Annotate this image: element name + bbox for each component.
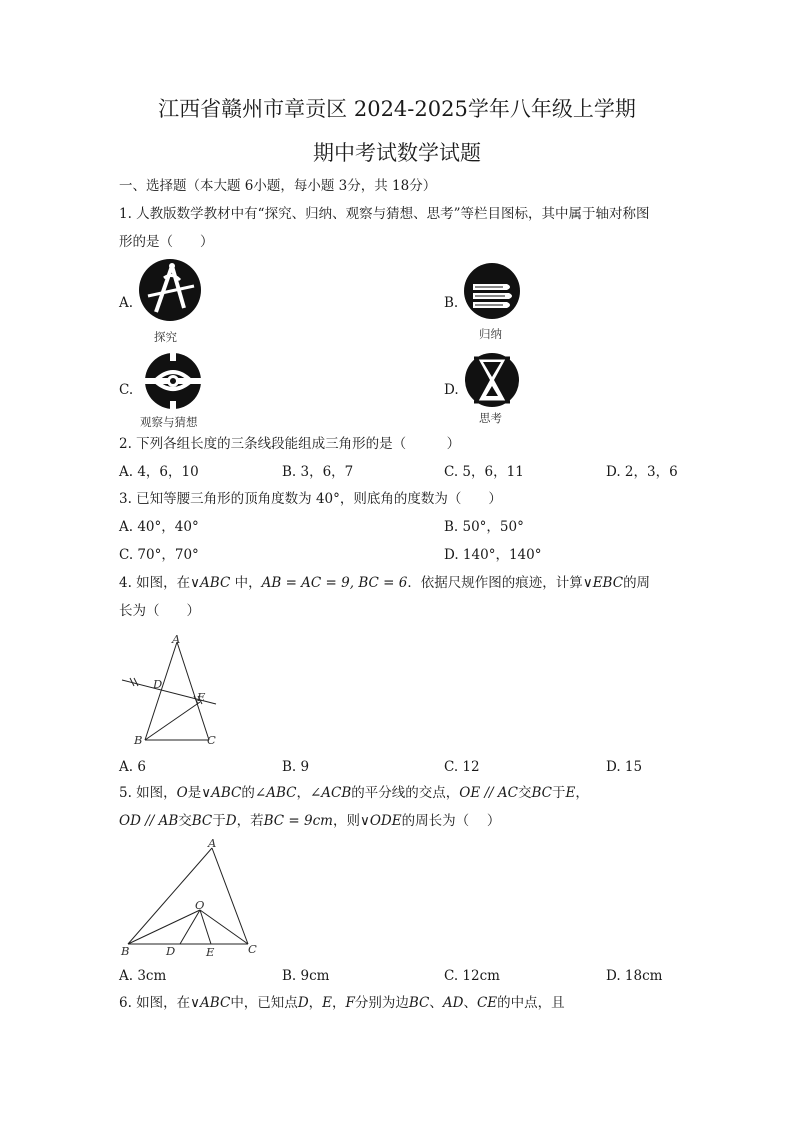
q6-text: 、	[463, 995, 477, 1011]
q4-label-d: D	[153, 677, 163, 691]
q4-label-c: C	[207, 733, 216, 747]
q6-math: F	[345, 995, 355, 1011]
q1-option-d-label: D.	[444, 382, 459, 398]
q4-triangle-figure	[118, 630, 228, 750]
q4-label-b: B	[134, 733, 143, 747]
q5-text: 交	[178, 813, 192, 829]
question-6-line1	[119, 997, 565, 1011]
question-5-line2	[119, 815, 500, 829]
q1-option-a-caption: 探究	[154, 330, 177, 344]
q6-math: BC	[408, 995, 430, 1011]
hourglass-icon	[464, 352, 520, 408]
section-heading: 一、选择题（本大题 6小题，每小题 3分，共 18分）	[119, 178, 437, 194]
q6-math: AD	[442, 995, 464, 1011]
q3-option-c: C. 70°，70°	[119, 547, 199, 563]
q5-label-b: B	[121, 944, 130, 958]
page-subtitle: 期中考试数学试题	[313, 141, 481, 165]
q5-text: 的平分线的交点，	[351, 785, 460, 801]
q5-text: 的	[241, 785, 255, 801]
q5-math: BC	[531, 785, 552, 801]
q6-math: CE	[476, 995, 498, 1011]
q5-math: ∨ODE	[359, 813, 402, 829]
question-3-stem: 3. 已知等腰三角形的顶角度数为 40°，则底角的度数为（ ）	[119, 491, 502, 507]
q6-text: ，	[332, 995, 346, 1011]
q4-text: 4. 如图，在	[119, 575, 191, 591]
q3-option-d: D. 140°，140°	[444, 547, 542, 563]
question-1-line1: 1. 人教版数学教材中有“探究、归纳、观察与猜想、思考”等栏目图标，其中属于轴对称图	[119, 206, 650, 222]
q6-math: E	[322, 995, 332, 1011]
q3-option-b: B. 50°，50°	[444, 519, 524, 535]
page-title: 江西省赣州市章贡区 2024-2025学年八年级上学期	[158, 97, 636, 121]
q4-option-a: A. 6	[119, 759, 146, 775]
q5-label-e: E	[206, 945, 215, 959]
q1-option-d-caption: 思考	[479, 411, 502, 425]
q4-label-a: A	[172, 632, 181, 646]
q5-math: O	[176, 785, 188, 801]
q5-text: 的周长为（ ）	[401, 813, 501, 829]
q6-math: D	[297, 995, 309, 1011]
q4-option-b: B. 9	[282, 759, 310, 775]
q6-text: ，	[308, 995, 323, 1011]
q5-text: 交	[517, 785, 532, 801]
compass-ruler-icon	[138, 258, 202, 322]
q6-text: 分别为边	[354, 995, 409, 1011]
q5-math: ∠ABC	[254, 785, 297, 801]
q5-math: BC	[191, 813, 213, 829]
q5-math: ∨ABC	[201, 785, 242, 801]
question-4-line1	[119, 577, 650, 591]
question-1-line2: 形的是（ ）	[119, 234, 214, 250]
q4-math: AB = AC = 9, BC = 6	[261, 575, 408, 591]
q1-option-b-label: B.	[444, 295, 459, 311]
q5-math: BC = 9cm	[263, 813, 333, 829]
q5-text: ，	[575, 785, 589, 801]
q2-option-b: B. 3，6，7	[282, 464, 354, 480]
q5-option-d: D. 18cm	[606, 968, 663, 984]
q6-text: 、	[429, 995, 443, 1011]
q4-label-e: E	[197, 690, 206, 704]
q5-label-d: D	[166, 944, 176, 958]
q4-option-c: C. 12	[444, 759, 480, 775]
q5-math: E	[565, 785, 576, 801]
q6-text: 6. 如图，在	[119, 995, 191, 1011]
question-4-line2: 长为（ ）	[119, 603, 200, 619]
q6-text: 的中点，且	[497, 995, 565, 1011]
q5-text: 于	[551, 785, 566, 801]
q5-math: OD // AB	[119, 813, 179, 829]
q5-option-b: B. 9cm	[282, 968, 330, 984]
q4-text: 中，	[230, 575, 262, 591]
q5-text: 于	[212, 813, 226, 829]
q5-label-o: O	[195, 898, 205, 912]
q4-text: ．依据尺规作图的痕迹，计算	[407, 575, 583, 591]
q5-text: 5. 如图，	[119, 785, 177, 801]
q2-option-c: C. 5，6，11	[444, 464, 524, 480]
q5-label-a: A	[208, 836, 217, 850]
q5-label-c: C	[248, 942, 257, 956]
q5-text: ，则	[332, 813, 360, 829]
q1-option-c-caption: 观察与猜想	[140, 415, 198, 429]
q1-option-b-caption: 归纳	[479, 327, 502, 341]
q5-text: ，	[296, 785, 310, 801]
q4-math: ∨EBC	[582, 575, 624, 591]
q4-option-d: D. 15	[606, 759, 643, 775]
q5-math: D	[225, 813, 237, 829]
q5-text: 是	[187, 785, 202, 801]
q5-option-c: C. 12cm	[444, 968, 500, 984]
q2-option-d: D. 2，3，6	[606, 464, 678, 480]
q1-option-c-label: C.	[119, 382, 134, 398]
q5-text: ，若	[236, 813, 264, 829]
q1-option-a-label: A.	[119, 295, 134, 311]
question-2-stem: 2. 下列各组长度的三条线段能组成三角形的是（ ）	[119, 436, 461, 452]
q5-triangle-figure	[118, 838, 268, 953]
q6-math: ∨ABC	[190, 995, 231, 1011]
q5-math: OE // AC	[459, 785, 518, 801]
eye-icon	[143, 351, 203, 411]
question-5-line1	[119, 787, 589, 801]
q4-text: 的周	[623, 575, 651, 591]
q6-text: 中，已知点	[230, 995, 298, 1011]
q2-option-a: A. 4，6，10	[119, 464, 199, 480]
q4-math: ∨ABC	[190, 575, 231, 591]
stacked-books-icon	[463, 262, 521, 320]
q5-math: ∠ACB	[309, 785, 352, 801]
q3-option-a: A. 40°，40°	[119, 519, 199, 535]
q5-option-a: A. 3cm	[119, 968, 167, 984]
